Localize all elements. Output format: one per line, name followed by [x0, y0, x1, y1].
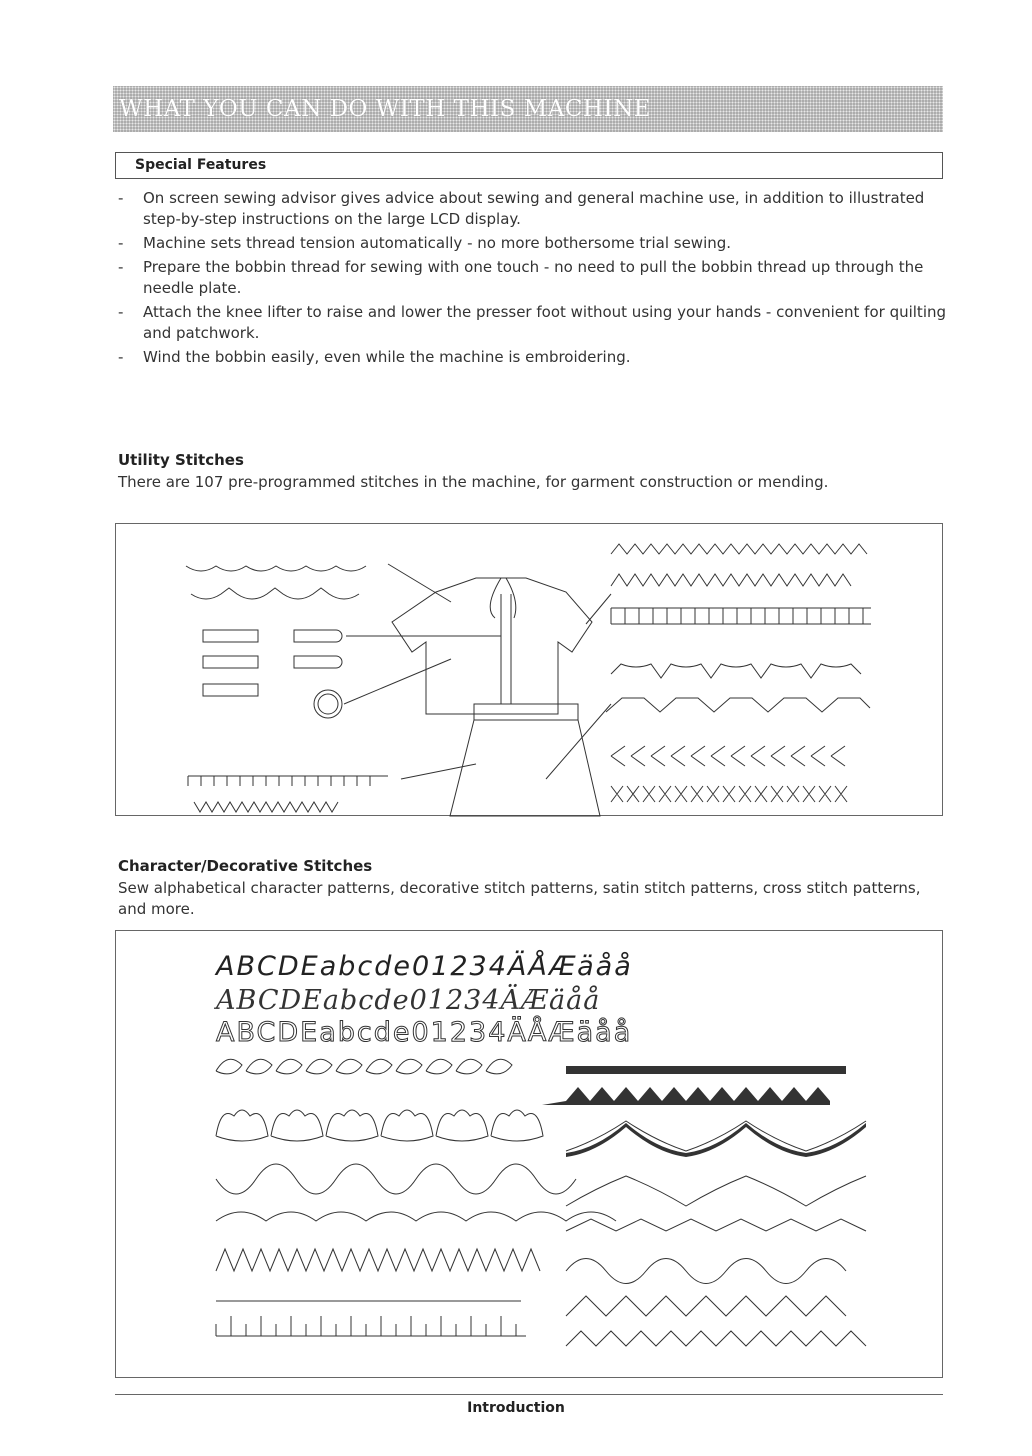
- buttonhole-stitch: [203, 684, 258, 696]
- footer-divider: [115, 1394, 943, 1395]
- triple-zigzag-stitch: [611, 574, 851, 586]
- skirt-drawing: [450, 704, 600, 816]
- feature-item: - Wind the bobbin easily, even while the machine is embroidering.: [118, 347, 946, 368]
- feature-item: - Prepare the bobbin thread for sewing with one touch - no need to pull the bobbin thread up through the needle plate.: [118, 257, 946, 299]
- page-banner: [113, 86, 943, 132]
- utility-stitches-text: There are 107 pre-programmed stitches in the machine, for garment construction or mending.: [118, 473, 829, 491]
- buttonhole-stitch: [203, 630, 258, 642]
- flower-chain-pattern: [216, 1212, 616, 1221]
- satin-mountain-pattern: [566, 1219, 866, 1231]
- arrow-stitch: [611, 746, 845, 766]
- utility-stitches-figure: [115, 523, 943, 816]
- feature-item: - Attach the knee lifter to raise and lower the presser foot without using your hands - convenient for quilting and patchwork.: [118, 302, 946, 344]
- decorative-stitches-figure: [115, 930, 943, 1378]
- shell-stitch: [191, 588, 359, 599]
- utility-stitches-illustration: [116, 524, 944, 817]
- satin-arch-row: [566, 1123, 866, 1157]
- box-stitch: [611, 608, 871, 624]
- decorative-stitches-text: Sew alphabetical character patterns, decorative stitch patterns, satin stitch patterns, cross stitch patterns, and more.: [118, 879, 921, 918]
- pointer-line: [344, 564, 611, 779]
- font-sample-gothic: ABCDEabcde01234ÄÅÆäåå: [216, 951, 633, 982]
- cross-stitch-line: [611, 786, 847, 802]
- scallop-stitch: [186, 566, 366, 571]
- blind-hem-stitch: [188, 776, 388, 786]
- font-sample-outline: ABCDEabcde01234ÄÅÆäåå: [216, 1017, 633, 1048]
- utility-stitches-heading: Utility Stitches: [118, 451, 244, 469]
- hemstitch: [606, 698, 870, 712]
- comb-stitch-line: [216, 1316, 526, 1336]
- banner-title: WHAT YOU CAN DO WITH THIS MACHINE: [119, 96, 651, 122]
- satin-heart-row: [566, 1066, 846, 1074]
- satin-wave-pattern: [566, 1176, 866, 1206]
- zigzag-stitch: [194, 802, 338, 812]
- special-features-heading: Special Features: [115, 152, 943, 179]
- satin-star-row: [542, 1087, 830, 1105]
- shell-tuck-stitch: [611, 664, 861, 678]
- feature-item: - On screen sewing advisor gives advice about sewing and general machine use, in addition to illustrated step-by-step instructions on the large LCD display.: [118, 188, 946, 230]
- cross-stitch-diamond-pattern: [566, 1296, 846, 1316]
- keyhole-buttonhole-stitch: [294, 656, 342, 668]
- leaf-pattern: [216, 1059, 512, 1074]
- cross-stitch-triangle-pattern: [566, 1331, 866, 1346]
- tulip-pattern: [216, 1110, 543, 1141]
- vine-pattern: [216, 1164, 576, 1194]
- decorative-stitches-heading: Character/Decorative Stitches: [118, 857, 373, 875]
- cross-stitch-swirl-pattern: [566, 1259, 846, 1284]
- page-footer: Introduction: [467, 1400, 565, 1416]
- keyhole-buttonhole-stitch: [294, 630, 342, 642]
- decorative-stitches-illustration: [116, 931, 944, 1379]
- font-sample-script: ABCDEabcde01234ÄÆäåå: [216, 985, 601, 1016]
- feature-item: - Machine sets thread tension automatically - no more bothersome trial sewing.: [118, 233, 946, 254]
- special-features-list: [118, 188, 946, 371]
- overcasting-stitch: [611, 544, 867, 554]
- buttonhole-stitch: [203, 656, 258, 668]
- feather-pattern: [216, 1249, 540, 1271]
